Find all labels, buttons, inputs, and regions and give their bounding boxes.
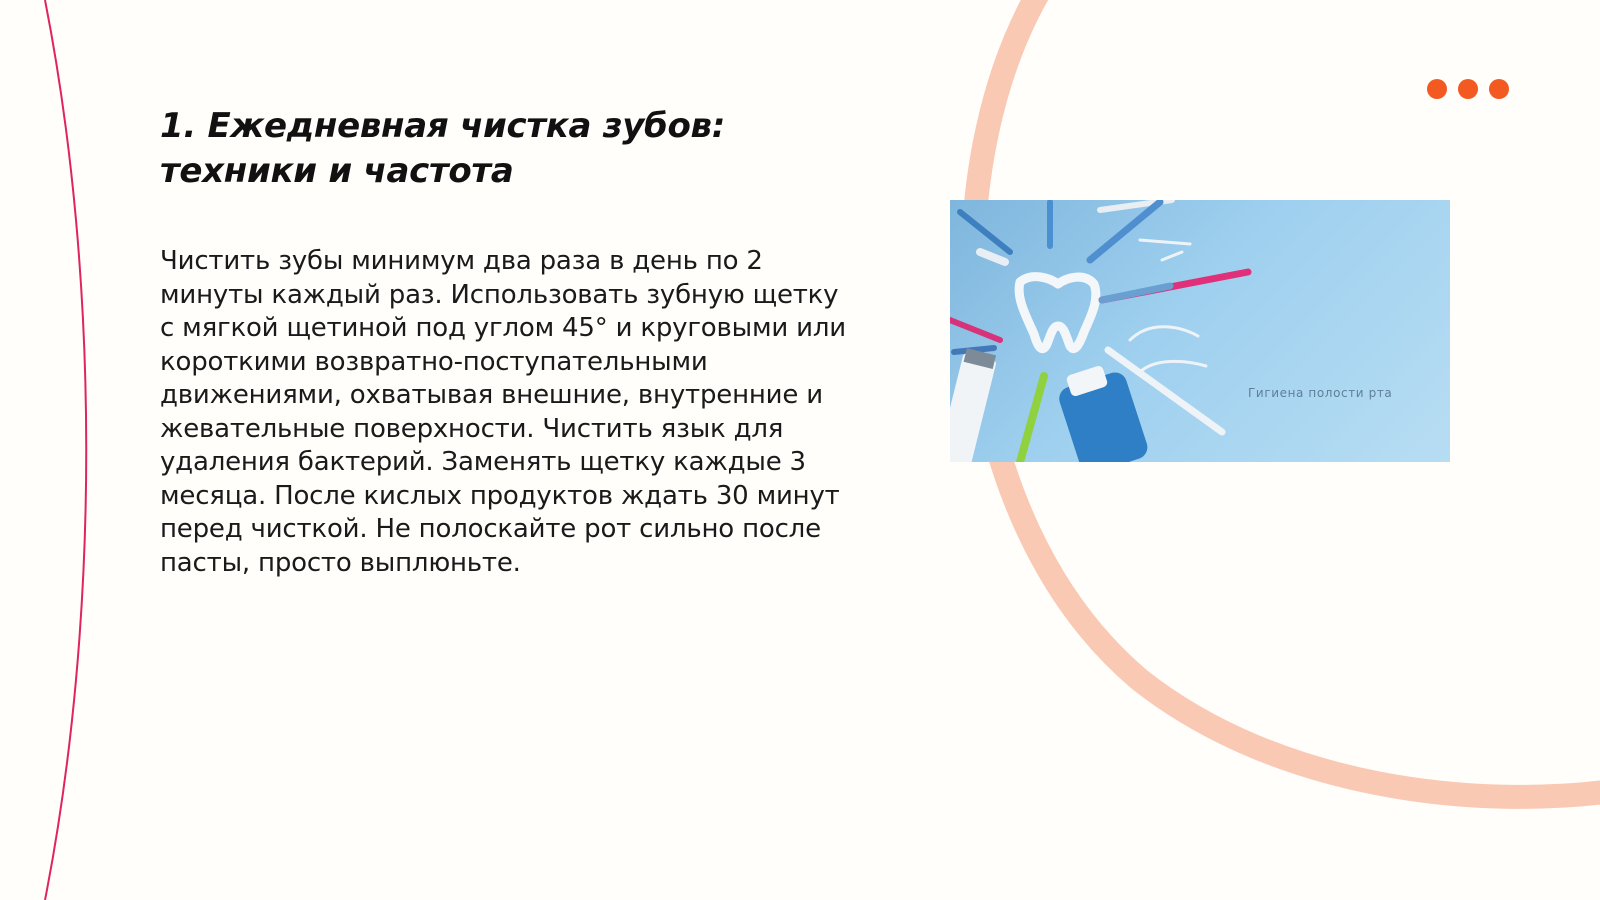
toothpaste-tube-icon <box>950 348 997 462</box>
mouthwash-bottle-icon <box>1056 365 1150 462</box>
dot <box>1458 79 1478 99</box>
menu-dots-icon <box>1427 79 1509 99</box>
slide-body-text: Чистить зубы минимум два раза в день по 2 минуты каждый раз. Использовать зубную щетку с мягкой щетиной под углом 45° и круговыми или короткими возвратно-поступательными движениями, охватывая внешние, внутренние и жевательные поверхности. Чистить язык для удаления бактерий. Заменять щетку каждые 3 месяца. После кислых продуктов ждать 30 минут перед чисткой. Не полоскайте рот сильно после пасты, просто выплюньте. <box>160 246 846 578</box>
photo-caption: Гигиена полости рта <box>1248 386 1393 400</box>
slide-title: 1. Ежедневная чистка зубов: техники и частота <box>160 106 726 191</box>
dental-hygiene-photo <box>950 200 1450 462</box>
left-red-curve <box>45 0 86 900</box>
floss-pick-icon <box>1130 240 1206 372</box>
green-toothbrush-icon <box>1020 376 1044 462</box>
tooth-icon <box>1019 277 1096 349</box>
dot <box>1427 79 1447 99</box>
dot <box>1489 79 1509 99</box>
photo-illustration <box>950 200 1450 462</box>
